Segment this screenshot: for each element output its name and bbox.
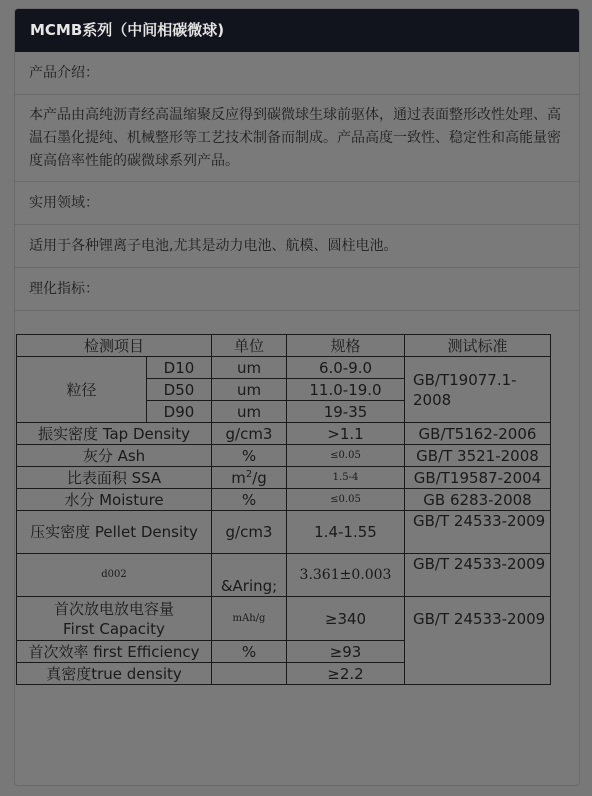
std-cell: GB/T 24533-2009 — [405, 597, 551, 685]
particle-sub: D90 — [147, 401, 212, 423]
table-row — [17, 489, 551, 511]
intro-label: 产品介绍： — [15, 52, 579, 95]
item-cell: 首次效率 first Efficiency — [17, 641, 212, 663]
table-row — [17, 357, 551, 379]
item-cell: 灰分 Ash — [17, 445, 212, 467]
spec-cell: 1.5-4 — [287, 467, 405, 489]
item-cell: d002 — [17, 554, 212, 597]
spec-table-wrap — [16, 334, 551, 685]
spec-cell: 3.361±0.003 — [287, 554, 405, 597]
capacity-item-cell — [17, 597, 212, 641]
table-row — [17, 597, 551, 641]
spec-cell: ≤0.05 — [287, 489, 405, 511]
particle-sub: D50 — [147, 379, 212, 401]
header-spec: 规格 — [287, 335, 405, 357]
header-item: 检测项目 — [17, 335, 212, 357]
item-cell: 水分 Moisture — [17, 489, 212, 511]
std-cell: GB/T5162-2006 — [405, 423, 551, 445]
particle-spec: 19-35 — [287, 401, 405, 423]
item-cell: 压实密度 Pellet Density — [17, 511, 212, 554]
item-cell: 振实密度 Tap Density — [17, 423, 212, 445]
unit-sup: 2 — [245, 468, 253, 480]
unit-cell — [212, 663, 287, 685]
unit-cell: mAh/g — [212, 597, 287, 641]
table-row — [17, 467, 551, 489]
unit-cell — [212, 467, 287, 489]
capacity-item-en: First Capacity — [63, 619, 165, 638]
particle-unit: um — [212, 357, 287, 379]
std-cell: GB/T 24533-2009 — [405, 511, 551, 554]
spec-cell: ≥93 — [287, 641, 405, 663]
unit-cell: &Aring; — [212, 554, 287, 597]
usage-body: 适用于各种锂离子电池,尤其是动力电池、航模、圆柱电池。 — [15, 225, 579, 268]
capacity-item-cn: 首次放电放电容量 — [53, 599, 174, 618]
intro-body: 本产品由高纯沥青经高温缩聚反应得到碳微球生球前驱体，通过表面整形改性处理、高温石墨化提纯、机械整形等工艺技术制备而制成。产品高度一致性、稳定性和高能量密度高倍率性能的碳微球系列产品。 — [15, 95, 579, 182]
unit-cell: % — [212, 489, 287, 511]
std-cell: GB/T 3521-2008 — [405, 445, 551, 467]
spec-cell: ≥340 — [287, 597, 405, 641]
particle-unit: um — [212, 379, 287, 401]
unit-base: m — [231, 468, 246, 487]
specs-label: 理化指标： — [15, 268, 579, 311]
particle-sub: D10 — [147, 357, 212, 379]
spec-table — [16, 334, 551, 685]
unit-cell: % — [212, 445, 287, 467]
table-row — [17, 445, 551, 467]
std-cell: GB 6283-2008 — [405, 489, 551, 511]
particle-spec: 11.0-19.0 — [287, 379, 405, 401]
table-row — [17, 423, 551, 445]
particle-unit: um — [212, 401, 287, 423]
header-unit: 单位 — [212, 335, 287, 357]
spec-cell: ≤0.05 — [287, 445, 405, 467]
panel-title: MCMB系列（中间相碳微球) — [15, 9, 579, 52]
spec-cell: >1.1 — [287, 423, 405, 445]
unit-cell: g/cm3 — [212, 511, 287, 554]
header-std: 测试标准 — [405, 335, 551, 357]
table-row — [17, 511, 551, 554]
unit-cell: % — [212, 641, 287, 663]
unit-tail: /g — [252, 468, 267, 487]
table-row — [17, 554, 551, 597]
spec-cell: 1.4-1.55 — [287, 511, 405, 554]
spec-cell: ≥2.2 — [287, 663, 405, 685]
unit-cell: g/cm3 — [212, 423, 287, 445]
table-header-row — [17, 335, 551, 357]
particle-size-cell: 粒径 — [17, 357, 147, 423]
item-cell: 真密度true density — [17, 663, 212, 685]
particle-std: GB/T19077.1-2008 — [405, 357, 551, 423]
particle-spec: 6.0-9.0 — [287, 357, 405, 379]
item-cell: 比表面积 SSA — [17, 467, 212, 489]
std-cell: GB/T 24533-2009 — [405, 554, 551, 597]
std-cell: GB/T19587-2004 — [405, 467, 551, 489]
usage-label: 实用领域： — [15, 182, 579, 225]
